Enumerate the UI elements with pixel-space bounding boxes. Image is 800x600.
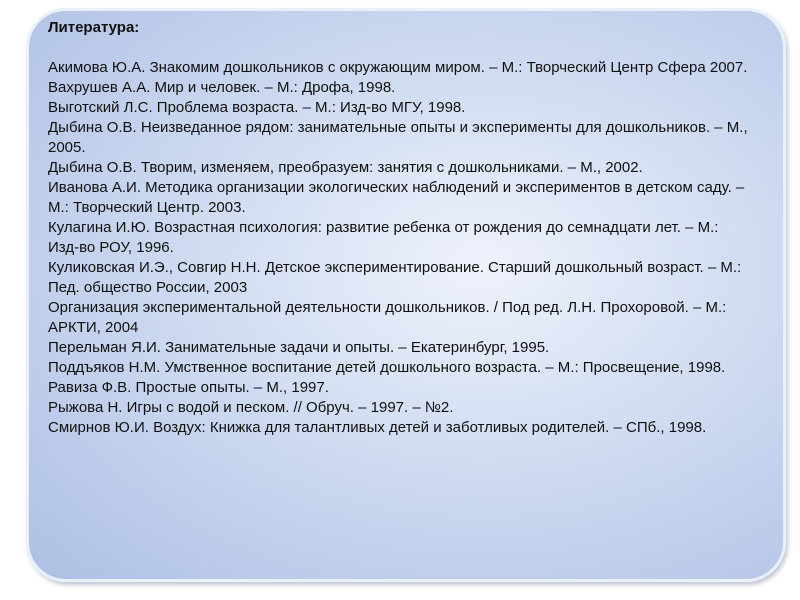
- reference-item: Иванова А.И. Методика организации экологических наблюдений и экспериментов в детском саду. – М.: Творческий Центр. 2003.: [48, 179, 745, 216]
- reference-list: [48, 58, 748, 438]
- reference-item: Кулагина И.Ю. Возрастная психология: развитие ребенка от рождения до семнадцати лет. – М.: Изд-во РОУ, 1996.: [48, 219, 719, 256]
- reference-item: Дыбина О.В. Неизведанное рядом: занимательные опыты и эксперименты для дошкольников. – М., 2005.: [48, 119, 748, 156]
- reference-item: Дыбина О.В. Творим, изменяем, преобразуем: занятия с дошкольниками. – М., 2002.: [48, 159, 643, 176]
- reference-item: Рыжова Н. Игры с водой и песком. // Обруч. – 1997. – №2.: [48, 399, 454, 416]
- reference-item: Смирнов Ю.И. Воздух: Книжка для талантливых детей и заботливых родителей. – СПб., 1998.: [48, 419, 707, 436]
- bibliography: [48, 18, 748, 438]
- reference-item: Вахрушев А.А. Мир и человек. – М.: Дрофа, 1998.: [48, 79, 396, 96]
- reference-item: Поддъяков Н.М. Умственное воспитание детей дошкольного возраста. – М.: Просвещение, 1998.: [48, 359, 726, 376]
- reference-item: Куликовская И.Э., Совгир Н.Н. Детское экспериментирование. Старший дошкольный возраст. – М.: Пед. общество России, 2003: [48, 259, 742, 296]
- reference-item: Организация экспериментальной деятельности дошкольников. / Под ред. Л.Н. Прохоровой. – М.: АРКТИ, 2004: [48, 299, 727, 336]
- bibliography-heading: Литература:: [48, 19, 140, 36]
- reference-item: Равиза Ф.В. Простые опыты. – М., 1997.: [48, 379, 329, 396]
- reference-item: Выготский Л.С. Проблема возраста. – М.: Изд-во МГУ, 1998.: [48, 99, 466, 116]
- reference-item: Акимова Ю.А. Знакомим дошкольников с окружающим миром. – М.: Творческий Центр Сфера 2007.: [48, 59, 748, 76]
- reference-item: Перельман Я.И. Занимательные задачи и опыты. – Екатеринбург, 1995.: [48, 339, 550, 356]
